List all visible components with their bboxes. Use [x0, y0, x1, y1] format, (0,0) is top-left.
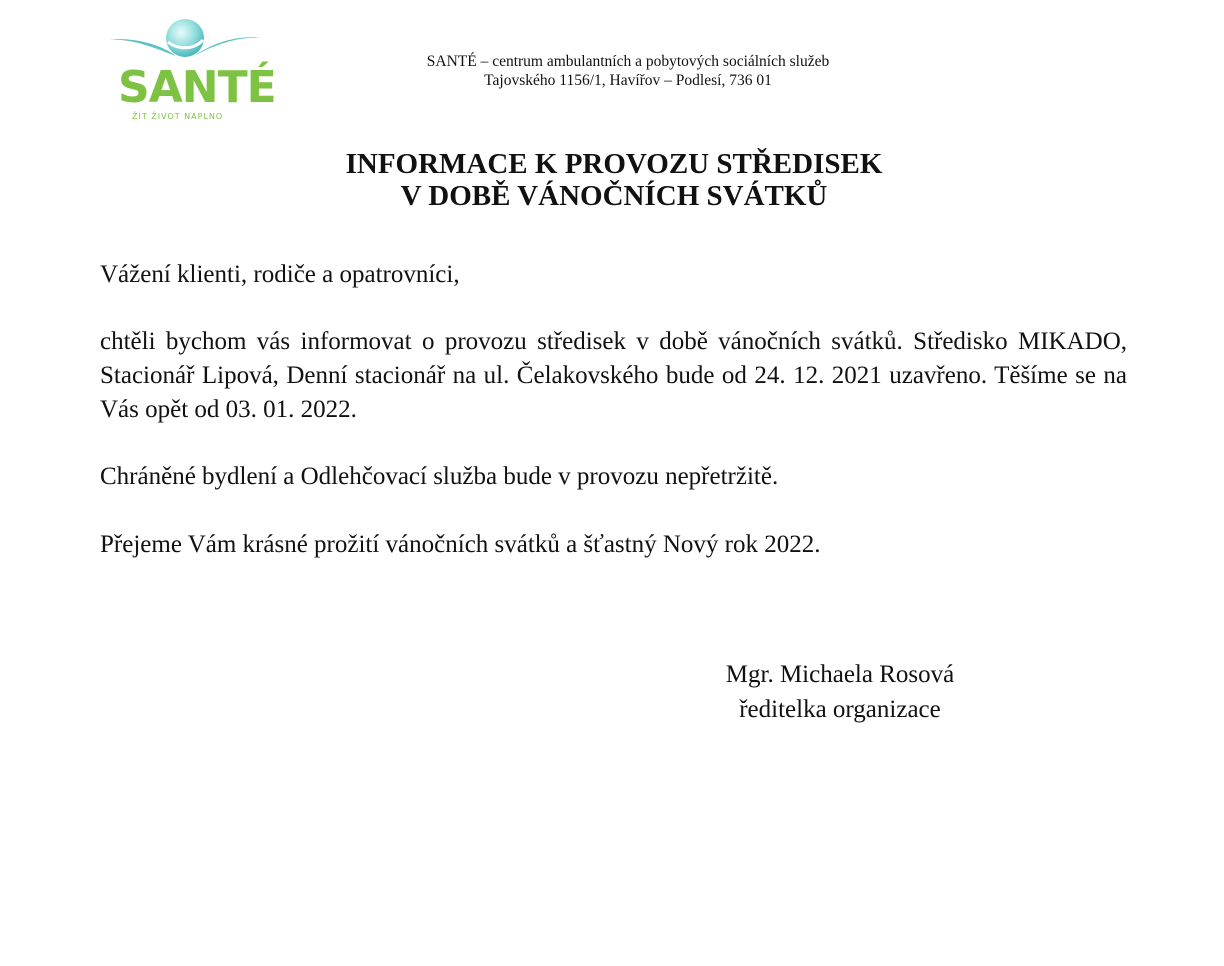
- document-title: [200, 148, 1028, 212]
- sante-logo: [104, 16, 276, 124]
- logo-brand-text: SANTÉ: [118, 62, 276, 113]
- logo-wave-right: [194, 37, 262, 56]
- info-paragraph: chtěli bychom vás informovat o provozu středisek v době vánočních svátků. Středisko MIKADO, Stacionář Lipová, Denní stacionář na ul. Čelakovského bude od 24. 12. 2021 uzavřeno. Těšíme se na Vás opět od 03. 01. 2022.: [100, 328, 1127, 423]
- logo-wave-left: [108, 39, 176, 56]
- title-line-1: INFORMACE K PROVOZU STŘEDISEK: [345, 148, 883, 180]
- greeting-paragraph: Vážení klienti, rodiče a opatrovníci,: [100, 261, 460, 288]
- organization-name: SANTÉ – centrum ambulantních a pobytových sociálních služeb: [426, 53, 830, 70]
- title-line-2: V DOBĚ VÁNOČNÍCH SVÁTKŮ: [400, 180, 828, 212]
- signature-role: ředitelka organizace: [739, 696, 941, 723]
- protected-housing-paragraph: Chráněné bydlení a Odlehčovací služba bude v provozu nepřetržitě.: [100, 463, 779, 490]
- signature-block: [680, 657, 1000, 727]
- logo-ball: [166, 19, 204, 57]
- wishes-paragraph: Přejeme Vám krásné prožití vánočních svátků a šťastný Nový rok 2022.: [100, 531, 821, 558]
- organization-address: Tajovského 1156/1, Havířov – Podlesí, 736 01: [484, 72, 772, 89]
- organization-header: [330, 52, 926, 90]
- signature-name: Mgr. Michaela Rosová: [725, 661, 955, 688]
- logo-tagline: ŽÍT ŽIVOT NAPLNO: [132, 112, 224, 121]
